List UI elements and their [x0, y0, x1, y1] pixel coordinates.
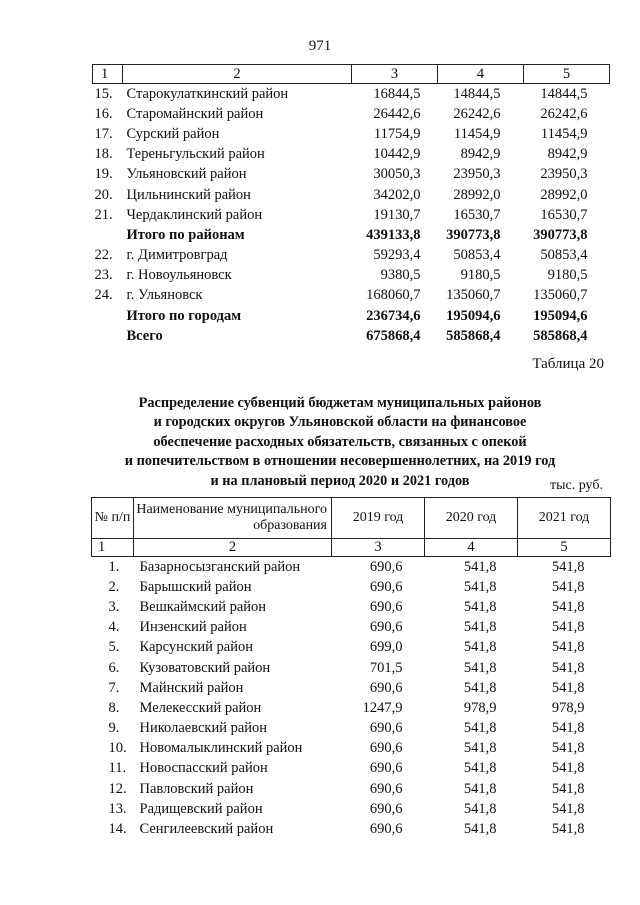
- value-2020: 541,8: [463, 821, 497, 838]
- column-index: 1: [93, 65, 123, 84]
- column-index: 5: [524, 65, 610, 84]
- header-number: № п/п: [92, 498, 134, 539]
- total-row: [93, 225, 610, 245]
- row-number: 3.: [108, 598, 120, 615]
- column-index-row: [92, 539, 611, 557]
- value-2019: 30050,3: [373, 166, 421, 183]
- table-row: [93, 124, 610, 144]
- page-number: 971: [308, 38, 332, 54]
- municipality-name: Ульяновский район: [126, 166, 247, 183]
- value-2021: 541,8: [551, 598, 585, 615]
- municipality-name: Цильнинский район: [126, 186, 251, 203]
- value-2021: 541,8: [551, 760, 585, 777]
- municipality-name: Тереньгульский район: [126, 146, 265, 163]
- guardianship-subsidy-table: [91, 497, 611, 840]
- row-number: 8.: [108, 699, 120, 716]
- table-row: [92, 577, 611, 597]
- municipality-name: г. Новоульяновск: [126, 267, 232, 284]
- value-2019: 690,6: [369, 558, 403, 575]
- header-2020: 2020 год: [425, 498, 518, 539]
- value-2019: 10442,9: [373, 146, 421, 163]
- total-row: [93, 326, 610, 346]
- value-2020: 541,8: [463, 558, 497, 575]
- table-row: [93, 84, 610, 105]
- municipality-name: Базарносызганский район: [139, 558, 301, 575]
- title-line: Распределение субвенций бюджетам муниципальных районов: [138, 395, 542, 411]
- row-number: [93, 306, 123, 326]
- value-2020: 14844,5: [453, 85, 501, 102]
- value-2019: 701,5: [369, 659, 403, 676]
- value-2020: 16530,7: [453, 206, 501, 223]
- value-2021: 135060,7: [533, 287, 588, 304]
- value-2020: 541,8: [463, 659, 497, 676]
- table-row: [92, 557, 611, 578]
- municipality-name: Итого по районам: [126, 226, 245, 243]
- title-line: и городских округов Ульяновской области на финансовое: [153, 414, 527, 431]
- value-2020: 26242,6: [453, 105, 501, 122]
- value-2020: 8942,9: [460, 146, 501, 163]
- table-row: [93, 246, 610, 266]
- value-2021: 28992,0: [540, 186, 588, 203]
- table-row: [92, 719, 611, 739]
- value-2020: 135060,7: [446, 287, 501, 304]
- value-2020: 541,8: [463, 720, 497, 737]
- value-2019: 16844,5: [373, 85, 421, 102]
- value-2021: 585868,4: [533, 327, 588, 344]
- row-number: 20.: [94, 186, 113, 203]
- table-row: [92, 759, 611, 779]
- value-2021: 541,8: [551, 800, 585, 817]
- row-number: 10.: [108, 740, 127, 757]
- table-row: [92, 739, 611, 759]
- column-index: 1: [92, 539, 134, 557]
- value-2019: 690,6: [369, 619, 403, 636]
- table-row: [92, 819, 611, 839]
- value-2020: 195094,6: [446, 307, 501, 324]
- value-2021: 390773,8: [533, 226, 588, 243]
- value-2021: 541,8: [551, 639, 585, 656]
- value-2019: 690,6: [369, 800, 403, 817]
- municipality-name: Кузоватовский район: [139, 659, 271, 676]
- column-index-row: [93, 65, 610, 84]
- value-2021: 541,8: [551, 720, 585, 737]
- value-2019: 59293,4: [373, 247, 421, 264]
- header-2021: 2021 год: [518, 498, 611, 539]
- table-row: [93, 266, 610, 286]
- value-2019: 690,6: [369, 740, 403, 757]
- municipality-name: Радищевский район: [139, 800, 263, 817]
- municipality-name: Всего: [126, 327, 163, 344]
- row-number: 19.: [94, 166, 113, 183]
- municipality-name: Новомалыклинский район: [139, 740, 303, 757]
- table-row: [92, 698, 611, 718]
- value-2020: 390773,8: [446, 226, 501, 243]
- column-index: 2: [123, 65, 352, 84]
- municipality-name: Карсунский район: [139, 639, 254, 656]
- municipality-name: Старомайнский район: [126, 105, 264, 122]
- row-number: 5.: [108, 639, 120, 656]
- value-2019: 19130,7: [373, 206, 421, 223]
- municipality-name: г. Димитровград: [126, 247, 228, 264]
- value-2019: 690,6: [369, 821, 403, 838]
- municipality-name: Чердаклинский район: [126, 206, 263, 223]
- units-label: тыс. руб.: [550, 478, 603, 493]
- municipality-name: Старокулаткинский район: [126, 85, 289, 102]
- value-2019: 236734,6: [366, 307, 421, 324]
- value-2019: 690,6: [369, 598, 403, 615]
- value-2020: 50853,4: [453, 247, 501, 264]
- value-2019: 690,6: [369, 760, 403, 777]
- value-2020: 23950,3: [453, 166, 501, 183]
- value-2020: 541,8: [463, 780, 497, 797]
- value-2021: 195094,6: [533, 307, 588, 324]
- row-number: 6.: [108, 659, 120, 676]
- municipality-name: Новоспасский район: [139, 760, 268, 777]
- value-2019: 34202,0: [373, 186, 421, 203]
- municipality-name: Майнский район: [139, 679, 244, 696]
- value-2019: 26442,6: [373, 105, 421, 122]
- table-row: [92, 799, 611, 819]
- value-2020: 541,8: [463, 619, 497, 636]
- value-2021: 9180,5: [547, 267, 588, 284]
- value-2021: 23950,3: [540, 166, 588, 183]
- municipality-name: Сенгилеевский район: [139, 821, 274, 838]
- row-number: 4.: [108, 619, 120, 636]
- value-2021: 541,8: [551, 619, 585, 636]
- title-line: обеспечение расходных обязательств, связанных с опекой: [153, 433, 527, 450]
- municipality-name: Инзенский район: [139, 619, 247, 636]
- value-2021: 541,8: [551, 821, 585, 838]
- municipality-name: Барышский район: [139, 578, 252, 595]
- value-2020: 28992,0: [453, 186, 501, 203]
- table-row: [92, 678, 611, 698]
- value-2020: 541,8: [463, 598, 497, 615]
- value-2019: 690,6: [369, 780, 403, 797]
- municipality-name: Вешкаймский район: [139, 598, 267, 615]
- table-row: [93, 165, 610, 185]
- title-line: и попечительством в отношении несовершеннолетних, на 2019 год: [124, 453, 556, 470]
- value-2021: 978,9: [551, 699, 585, 716]
- value-2019: 168060,7: [366, 287, 421, 304]
- row-number: 9.: [108, 720, 120, 737]
- table-row: [92, 618, 611, 638]
- value-2020: 978,9: [463, 699, 497, 716]
- value-2020: 541,8: [463, 679, 497, 696]
- municipality-name: Мелекесский район: [139, 699, 262, 716]
- row-number: 14.: [108, 821, 127, 838]
- row-number: 24.: [94, 287, 113, 304]
- row-number: 23.: [94, 267, 113, 284]
- value-2021: 541,8: [551, 780, 585, 797]
- value-2021: 8942,9: [547, 146, 588, 163]
- value-2019: 690,6: [369, 720, 403, 737]
- column-index: 2: [134, 539, 332, 557]
- value-2020: 541,8: [463, 639, 497, 656]
- value-2021: 16530,7: [540, 206, 588, 223]
- table-header-row: [92, 498, 611, 539]
- row-number: 22.: [94, 247, 113, 264]
- value-2019: 699,0: [369, 639, 403, 656]
- municipality-name: Итого по городам: [126, 307, 242, 324]
- table-row: [92, 658, 611, 678]
- value-2019: 1247,9: [362, 699, 403, 716]
- value-2019: 690,6: [369, 578, 403, 595]
- table-row: [93, 145, 610, 165]
- row-number: 15.: [94, 85, 113, 102]
- value-2019: 690,6: [369, 679, 403, 696]
- row-number: 21.: [94, 206, 113, 223]
- value-2021: 541,8: [551, 558, 585, 575]
- table-row: [93, 286, 610, 306]
- value-2019: 675868,4: [366, 327, 421, 344]
- row-number: 2.: [108, 578, 120, 595]
- row-number: 13.: [108, 800, 127, 817]
- table-row: [93, 185, 610, 205]
- value-2020: 541,8: [463, 800, 497, 817]
- value-2021: 26242,6: [540, 105, 588, 122]
- value-2020: 541,8: [463, 760, 497, 777]
- table-row: [92, 597, 611, 617]
- row-number: 12.: [108, 780, 127, 797]
- value-2021: 11454,9: [540, 125, 588, 142]
- value-2020: 11454,9: [453, 125, 501, 142]
- table-title: [60, 394, 620, 491]
- column-index: 3: [332, 539, 425, 557]
- municipality-name: Павловский район: [139, 780, 254, 797]
- row-number: 18.: [94, 146, 113, 163]
- value-2020: 541,8: [463, 578, 497, 595]
- value-2020: 585868,4: [446, 327, 501, 344]
- value-2020: 9180,5: [460, 267, 501, 284]
- value-2019: 439133,8: [366, 226, 421, 243]
- value-2021: 541,8: [551, 659, 585, 676]
- row-number: 11.: [108, 760, 127, 777]
- value-2021: 541,8: [551, 679, 585, 696]
- row-number: 1.: [108, 558, 120, 575]
- table-row: [93, 104, 610, 124]
- subsidy-table-continued: [92, 64, 610, 346]
- column-index: 5: [518, 539, 611, 557]
- row-number: 7.: [108, 679, 120, 696]
- title-line: и на плановый период 2020 и 2021 годов: [210, 472, 470, 489]
- municipality-name: г. Ульяновск: [126, 287, 203, 304]
- value-2019: 11754,9: [373, 125, 421, 142]
- value-2021: 541,8: [551, 578, 585, 595]
- table-row: [92, 638, 611, 658]
- value-2021: 14844,5: [540, 85, 588, 102]
- column-index: 4: [425, 539, 518, 557]
- column-index: 4: [438, 65, 524, 84]
- value-2021: 541,8: [551, 740, 585, 757]
- row-number: 16.: [94, 105, 113, 122]
- municipality-name: Сурский район: [126, 125, 220, 142]
- table-row: [92, 779, 611, 799]
- row-number: [93, 225, 123, 245]
- municipality-name: Николаевский район: [139, 720, 268, 737]
- value-2021: 50853,4: [540, 247, 588, 264]
- row-number: [93, 326, 123, 346]
- total-row: [93, 306, 610, 326]
- table-label: Таблица 20: [532, 356, 604, 372]
- column-index: 3: [352, 65, 438, 84]
- value-2020: 541,8: [463, 740, 497, 757]
- value-2019: 9380,5: [380, 267, 421, 284]
- row-number: 17.: [94, 125, 113, 142]
- header-2019: 2019 год: [332, 498, 425, 539]
- table-row: [93, 205, 610, 225]
- header-name: Наименование муниципального образования: [134, 498, 332, 539]
